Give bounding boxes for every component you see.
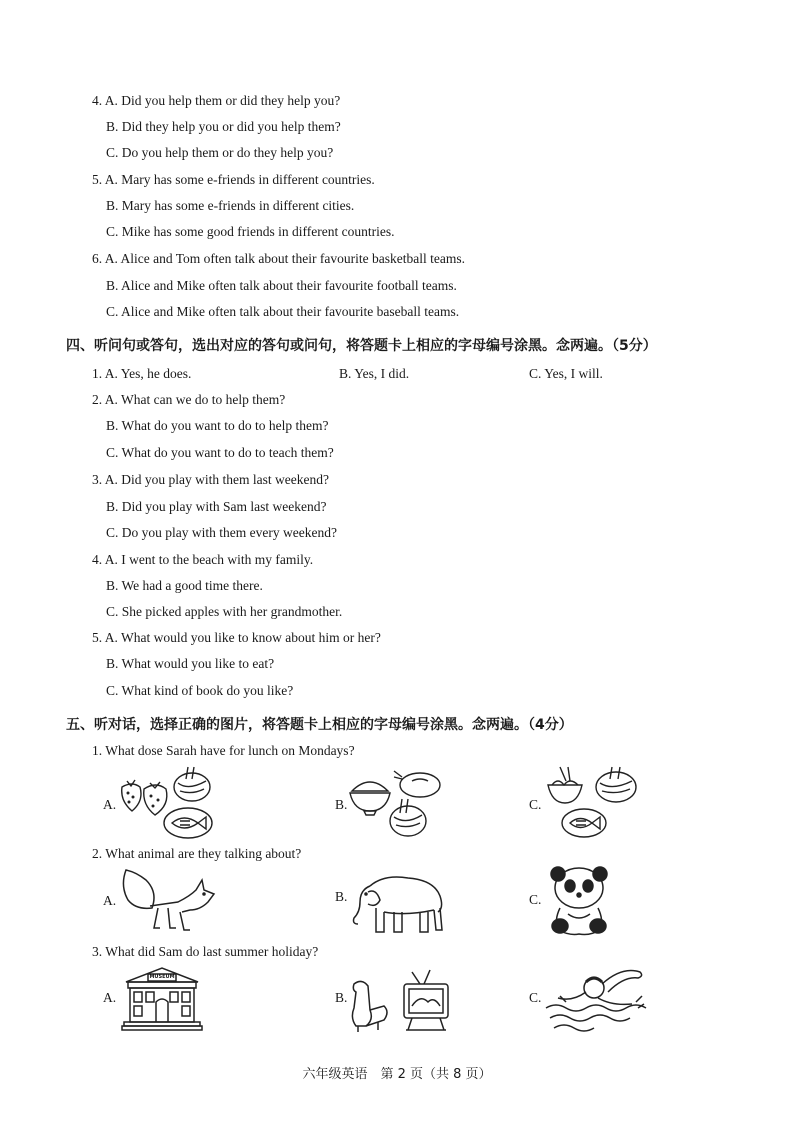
p5-q1-question: 1. What dose Sarah have for lunch on Mondays? [92, 743, 355, 758]
p4-q2-option-c: C. What do you want to do to teach them? [106, 445, 334, 460]
p3-q4-option-a: 4. A. Did you help them or did they help you? [92, 93, 341, 108]
strawberry-icon [144, 782, 167, 815]
p4-q2-option-a: 2. A. What can we do to help them? [92, 392, 286, 407]
p4-q1-option-a: 1. A. Yes, he does. [92, 366, 192, 381]
p4-q3-option-b: B. Did you play with Sam last weekend? [106, 499, 327, 514]
p4-q3-option-a: 3. A. Did you play with them last weekend? [92, 472, 329, 487]
p5-q1-picture-b [350, 765, 450, 846]
p5-q3-picture-a [122, 966, 202, 1037]
p5-q3-label-c: C. [529, 990, 542, 1005]
rice-bowl-icon [350, 782, 390, 815]
p4-q1-option-c: C. Yes, I will. [529, 366, 603, 381]
panda-icon [546, 864, 614, 936]
p4-q2-option-b: B. What do you want to do to help them? [106, 418, 329, 433]
p3-q6-option-c: C. Alice and Mike often talk about their favourite baseball teams. [106, 304, 460, 319]
chicken-leg-icon [394, 771, 440, 797]
p3-q6-option-b: B. Alice and Mike often talk about their favourite football teams. [106, 278, 457, 293]
p5-q2-picture-c [546, 864, 614, 941]
p4-q4-option-b: B. We had a good time there. [106, 578, 263, 593]
fish-plate-icon [562, 809, 606, 837]
p4-q5-option-c: C. What kind of book do you like? [106, 683, 294, 698]
p5-q2-picture-a [118, 866, 218, 941]
p5-q2-label-c: C. [529, 892, 542, 907]
p5-q1-label-b: B. [335, 797, 348, 812]
p4-q3-option-c: C. Do you play with them every weekend? [106, 525, 337, 540]
p5-q2-picture-b [350, 872, 446, 939]
museum-sign: MUSEUM [149, 974, 175, 980]
p3-q4-option-c: C. Do you help them or do they help you? [106, 145, 334, 160]
p5-q2-label-b: B. [335, 889, 348, 904]
p3-q5-option-b: B. Mary has some e-friends in different cities. [106, 198, 355, 213]
p4-q5-option-a: 5. A. What would you like to know about him or her? [92, 630, 381, 645]
part5-title: 五、听对话，选择正确的图片，将答题卡上相应的字母编号涂黑。念两遍。（4分） [66, 717, 573, 733]
p5-q3-picture-b [350, 962, 450, 1041]
noodle-bowl-icon [390, 799, 426, 836]
p5-q2-question: 2. What animal are they talking about? [92, 846, 302, 861]
p5-q1-label-c: C. [529, 797, 542, 812]
p5-q3-question: 3. What did Sam do last summer holiday? [92, 944, 319, 959]
p4-q1-option-b: B. Yes, I did. [339, 366, 410, 381]
strawberry-icon [122, 780, 141, 811]
p3-q5-option-c: C. Mike has some good friends in different countries. [106, 224, 395, 239]
p5-q3-label-a: A. [103, 990, 117, 1005]
noodle-bowl-icon [548, 767, 582, 803]
p4-q5-option-b: B. What would you like to eat? [106, 656, 275, 671]
p3-q6-option-a: 6. A. Alice and Tom often talk about their favourite basketball teams. [92, 251, 465, 266]
elephant-icon [350, 872, 446, 934]
p3-q5-option-a: 5. A. Mary has some e-friends in different countries. [92, 172, 375, 187]
television-icon [404, 970, 448, 1030]
fish-plate-icon [164, 808, 212, 838]
p5-q1-picture-a [118, 765, 228, 846]
noodle-bowl-icon [174, 767, 210, 801]
p3-q4-option-b: B. Did they help you or did you help them? [106, 119, 341, 134]
p5-q3-label-b: B. [335, 990, 348, 1005]
armchair-icon [352, 981, 387, 1032]
noodle-bowl-icon [596, 767, 636, 802]
swimming-icon [546, 962, 650, 1038]
p4-q4-option-a: 4. A. I went to the beach with my family. [92, 552, 314, 567]
p5-q2-label-a: A. [103, 893, 117, 908]
p5-q3-picture-c [546, 962, 650, 1043]
p4-q4-option-c: C. She picked apples with her grandmother. [106, 604, 343, 619]
part4-title: 四、听问句或答句，选出对应的答句或问句，将答题卡上相应的字母编号涂黑。念两遍。（5分） [66, 338, 657, 354]
fox-icon [118, 866, 218, 936]
page-footer: 六年级英语 第 2 页（共 8 页） [302, 1067, 492, 1082]
p5-q1-picture-c [546, 765, 646, 846]
p5-q1-label-a: A. [103, 797, 117, 812]
